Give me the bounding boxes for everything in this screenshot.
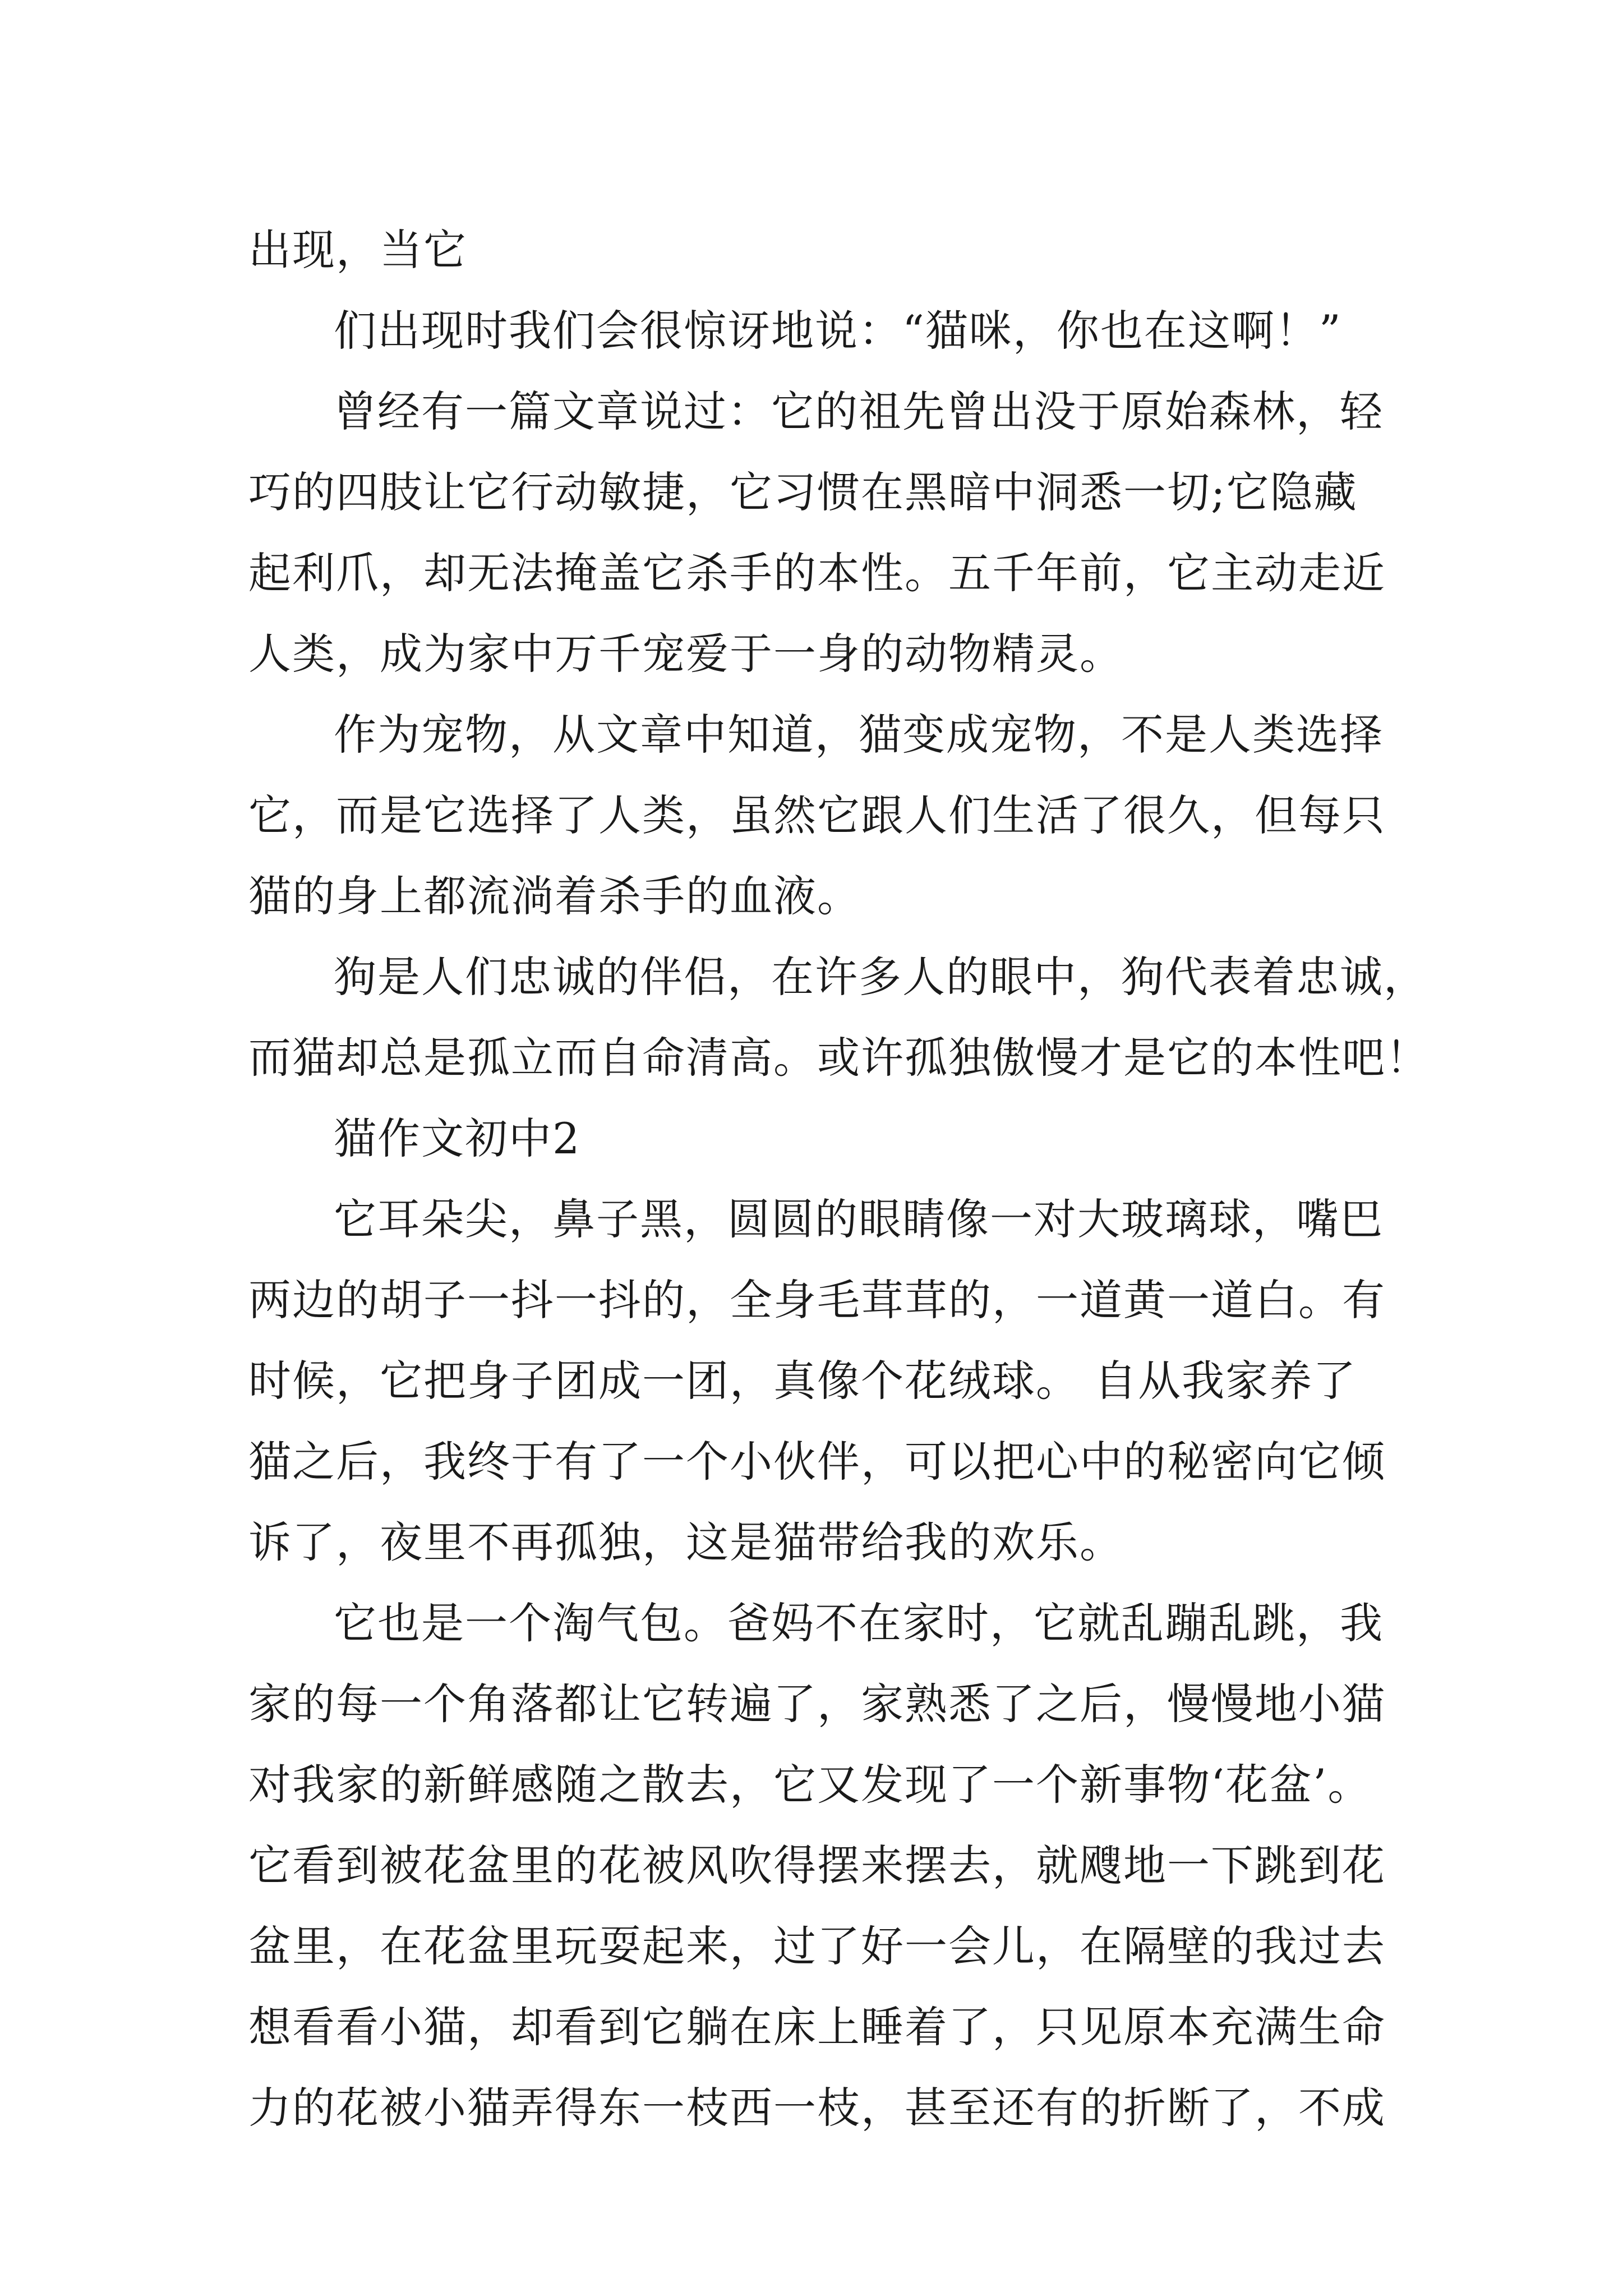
text-line: 两边的胡子一抖一抖的，全身毛茸茸的，一道黄一道白。有: [248, 1275, 1386, 1325]
text-line: 家的每一个角落都让它转遍了，家熟悉了之后，慢慢地小猫: [248, 1679, 1386, 1729]
text-line: 想看看小猫，却看到它躺在床上睡着了，只见原本充满生命: [248, 2002, 1386, 2052]
text-line: 对我家的新鲜感随之散去，它又发现了一个新事物‘花盆’。: [248, 1760, 1372, 1810]
text-line: 猫之后，我终于有了一个小伙伴，可以把心中的秘密向它倾: [248, 1437, 1386, 1487]
text-line: 盆里，在花盆里玩耍起来，过了好一会儿，在隔壁的我过去: [248, 1921, 1386, 1971]
text-line: 诉了，夜里不再孤独，这是猫带给我的欢乐。: [248, 1517, 1123, 1567]
text-line: 起利爪，却无法掩盖它杀手的本性。五千年前，它主动走近: [248, 548, 1386, 598]
text-line: 们出现时我们会很惊讶地说：“猫咪，你也在这啊！”: [334, 306, 1342, 356]
text-line: 人类，成为家中万千宠爱于一身的动物精灵。: [248, 629, 1123, 679]
text-line: 出现，当它: [248, 225, 467, 275]
section-heading: 猫作文初中2: [334, 1114, 581, 1163]
text-line: 力的花被小猫弄得东一枝西一枝，甚至还有的折断了，不成: [248, 2083, 1386, 2133]
paragraph-start-line: 它也是一个淘气包。爸妈不在家时，它就乱蹦乱跳，我: [334, 1598, 1384, 1648]
text-line: 时候，它把身子团成一团，真像个花绒球。 自从我家养了: [248, 1356, 1357, 1406]
paragraph-start-line: 狗是人们忠诚的伴侣，在许多人的眼中，狗代表着忠诚，: [334, 952, 1427, 1002]
text-line: 而猫却总是孤立而自命清高。或许孤独傲慢才是它的本性吧！: [248, 1033, 1430, 1083]
text-line: 它，而是它选择了人类，虽然它跟人们生活了很久，但每只: [248, 790, 1386, 840]
document-body: [248, 210, 1430, 2148]
text-line: 它看到被花盆里的花被风吹得摆来摆去，就飕地一下跳到花: [248, 1841, 1386, 1890]
text-line: 巧的四肢让它行动敏捷，它习惯在黑暗中洞悉一切;它隐藏: [248, 467, 1358, 517]
paragraph-start-line: 作为宠物，从文章中知道，猫变成宠物，不是人类选择: [334, 710, 1384, 760]
paragraph-start-line: 曾经有一篇文章说过：它的祖先曾出没于原始森林，轻: [334, 386, 1384, 436]
text-line: 猫的身上都流淌着杀手的血液。: [248, 871, 861, 921]
paragraph-start-line: 它耳朵尖，鼻子黑，圆圆的眼睛像一对大玻璃球，嘴巴: [334, 1194, 1384, 1244]
